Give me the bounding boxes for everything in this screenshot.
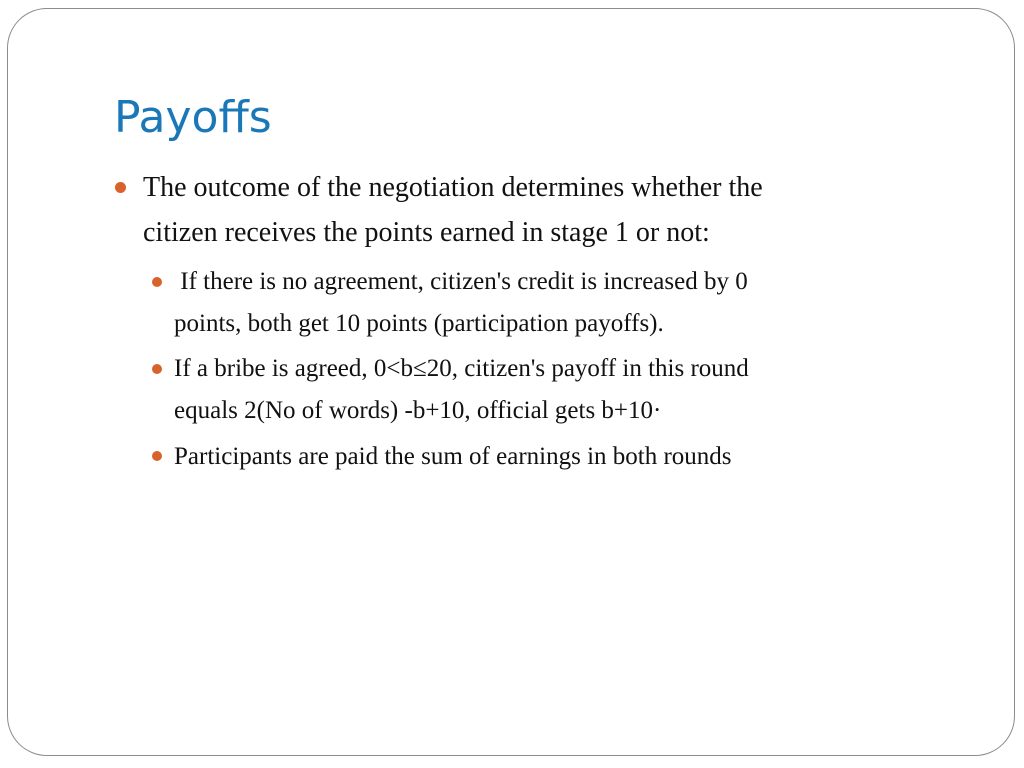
sub-bullet-1-line-2: points, both get 10 points (participation payoffs).: [174, 310, 664, 337]
bullet-1-line-1: The outcome of the negotiation determines whether the: [143, 172, 763, 203]
sub-bullet-dot-icon: [152, 277, 162, 287]
sub-bullet-2-line-1: If a bribe is agreed, 0<b≤20, citizen's payoff in this round: [174, 355, 749, 382]
sub-bullet-dot-icon: [152, 364, 162, 374]
sub-bullet-1-line-1: If there is no agreement, citizen's credit is increased by 0: [174, 268, 748, 295]
sub-bullet-2-line-2: equals 2(No of words) -b+10, official gets b+10·: [174, 397, 662, 424]
bullet-1-line-2: citizen receives the points earned in stage 1 or not:: [143, 217, 710, 248]
sub-bullet-dot-icon: [152, 451, 162, 461]
bullet-dot-icon: [115, 182, 126, 193]
slide-title: Payoffs: [114, 92, 272, 143]
sub-bullet-3-line-1: Participants are paid the sum of earnings in both rounds: [174, 443, 732, 470]
